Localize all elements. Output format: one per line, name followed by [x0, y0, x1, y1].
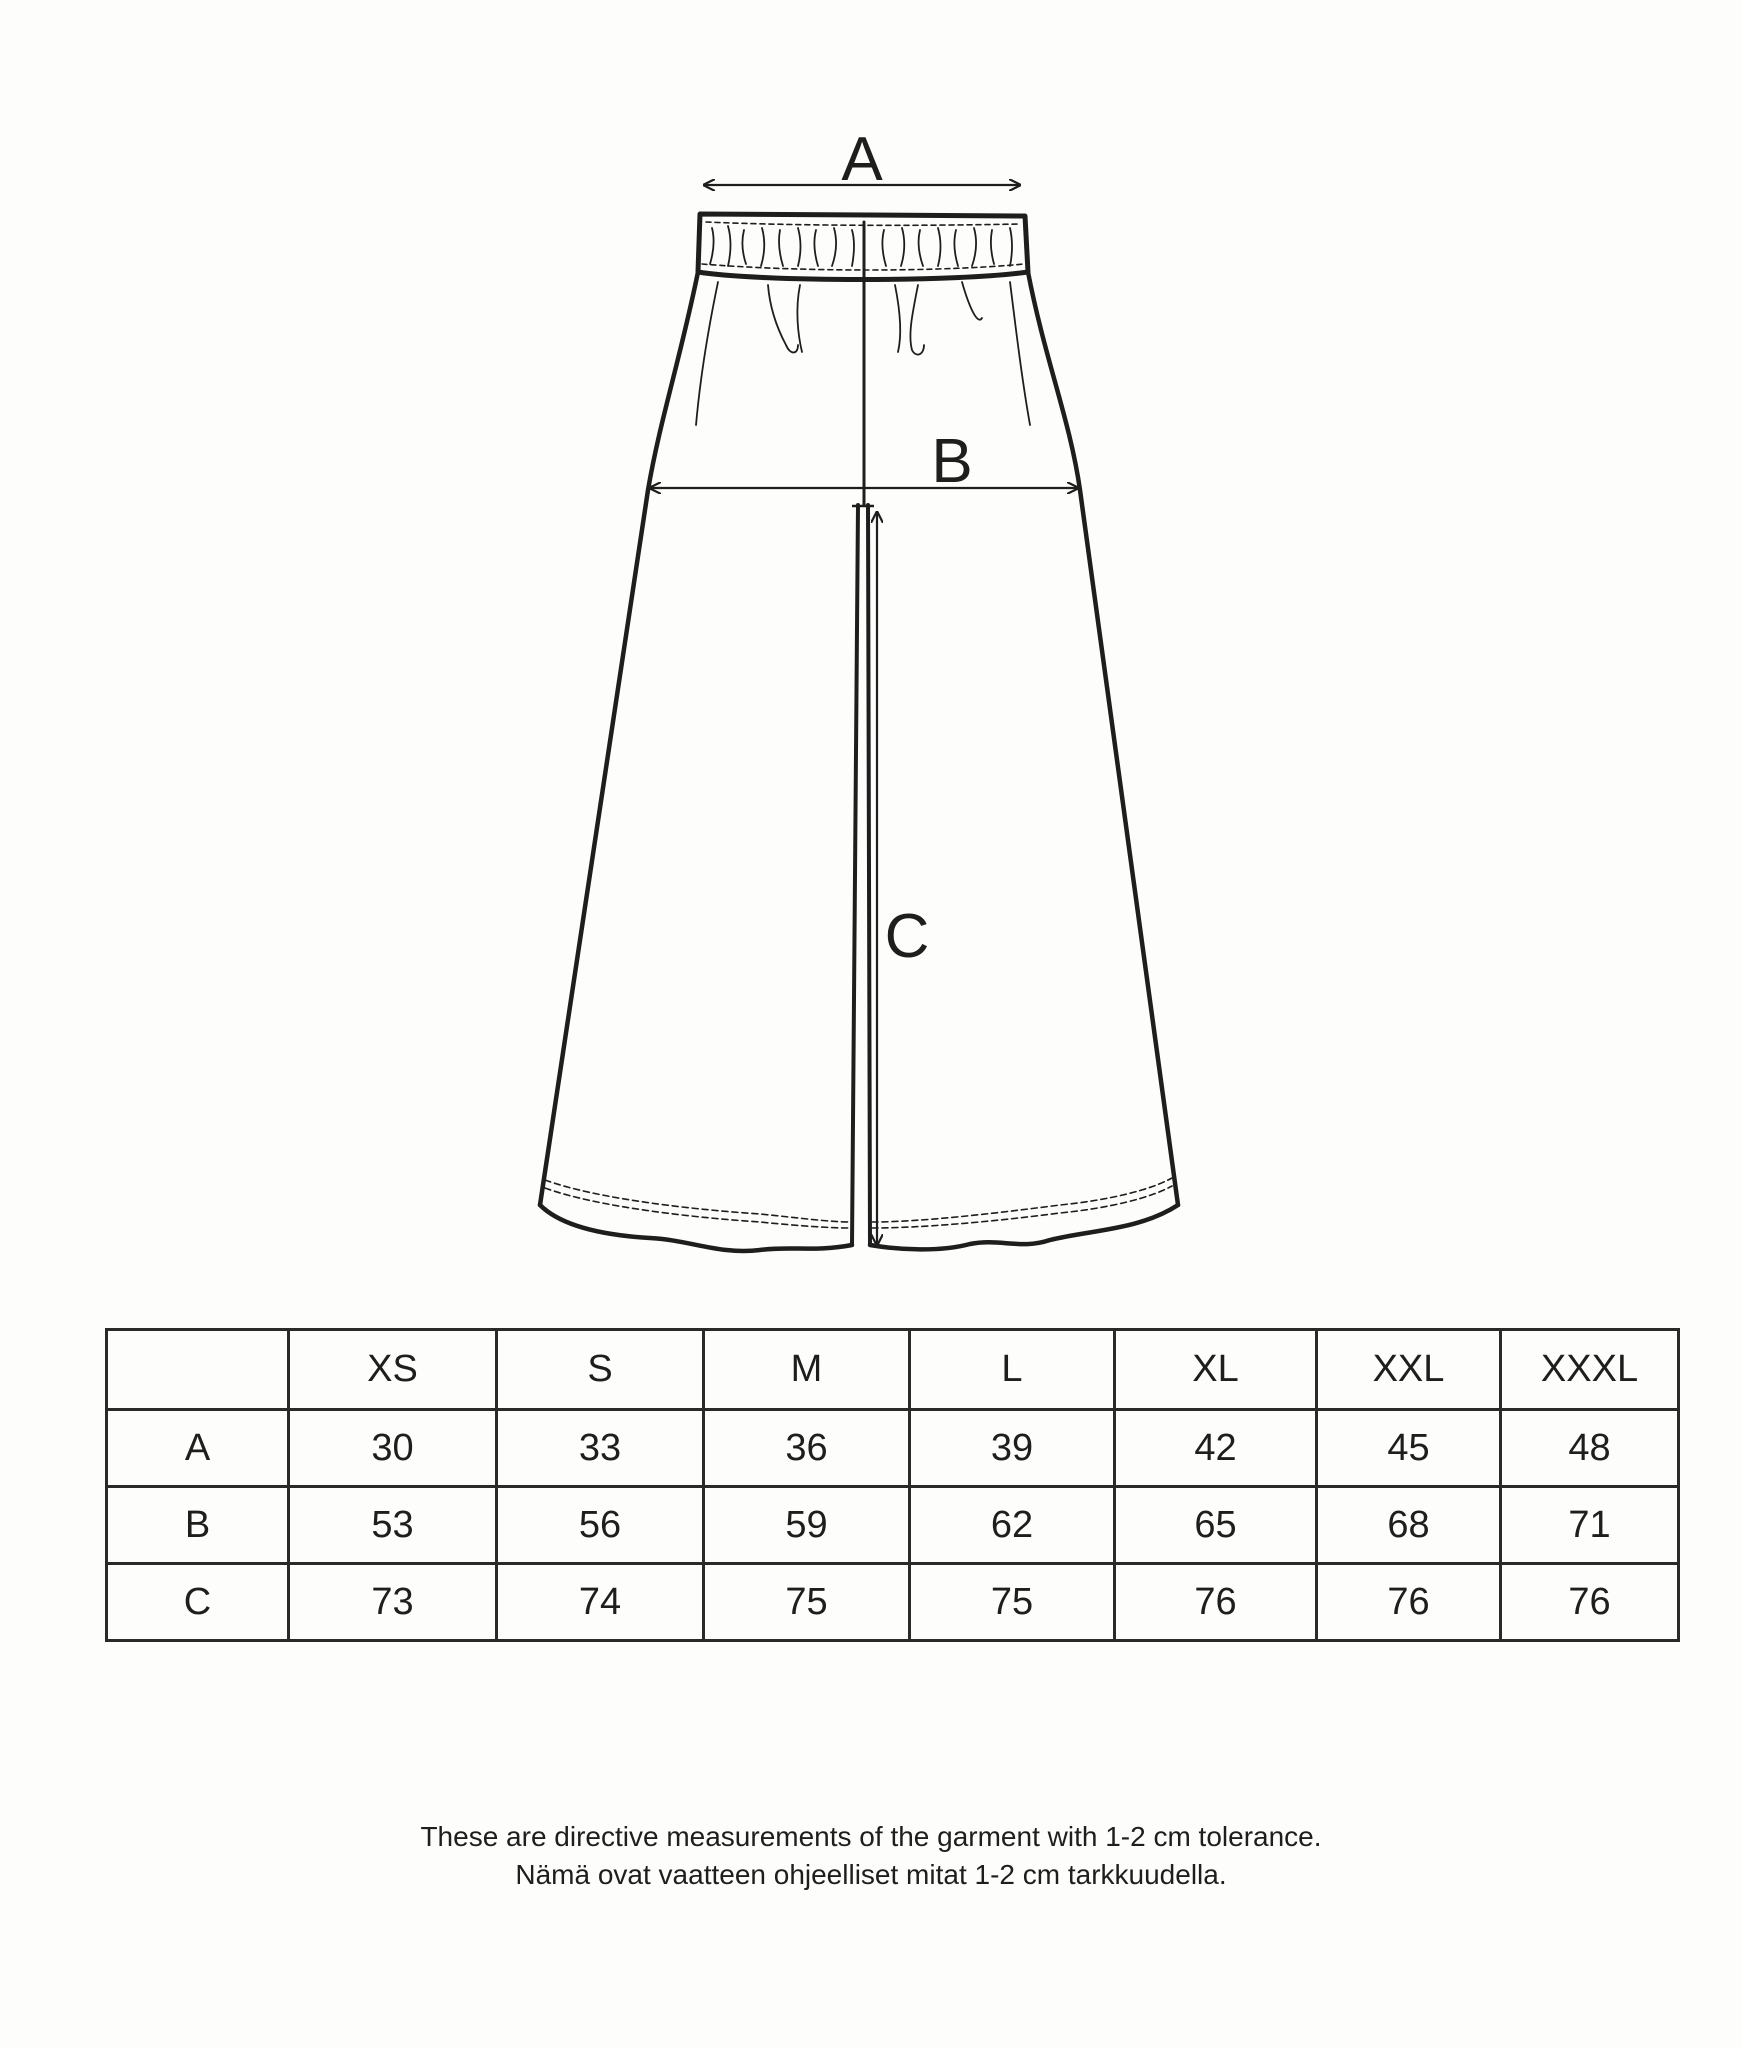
table-cell: 59: [704, 1487, 910, 1564]
table-cell: 76: [1501, 1564, 1679, 1641]
table-cell: 76: [1317, 1564, 1501, 1641]
table-cell: 33: [497, 1410, 704, 1487]
table-cell: 74: [497, 1564, 704, 1641]
waistband-gathers: [710, 226, 1012, 266]
table-cell: 62: [910, 1487, 1115, 1564]
table-cell: 73: [289, 1564, 497, 1641]
table-cell: 53: [289, 1487, 497, 1564]
table-cell: 65: [1115, 1487, 1317, 1564]
table-row-b: [107, 1487, 1679, 1564]
header-cell-s: S: [497, 1330, 704, 1410]
table-cell: 48: [1501, 1410, 1679, 1487]
right-hem-stitch: [872, 1178, 1172, 1222]
row-label: A: [107, 1410, 289, 1487]
table-cell: 39: [910, 1410, 1115, 1487]
table-cell: 36: [704, 1410, 910, 1487]
left-side-seam: [540, 272, 698, 1205]
size-table: [105, 1328, 1680, 1642]
header-cell-xxxl: XXXL: [1501, 1330, 1679, 1410]
header-cell-l: L: [910, 1330, 1115, 1410]
header-cell-xxl: XXL: [1317, 1330, 1501, 1410]
table-cell: 68: [1317, 1487, 1501, 1564]
table-cell: 75: [704, 1564, 910, 1641]
dimension-b-label: B: [931, 427, 973, 496]
left-leg-inseam: [852, 505, 858, 1245]
header-cell-m: M: [704, 1330, 910, 1410]
right-hem-stitch-2: [872, 1186, 1172, 1228]
dimension-a-label: A: [841, 125, 883, 194]
table-cell: 30: [289, 1410, 497, 1487]
table-cell: 56: [497, 1487, 704, 1564]
table-cell: 45: [1317, 1410, 1501, 1487]
left-hem: [540, 1205, 852, 1251]
header-cell-blank: [107, 1330, 289, 1410]
table-row-c: [107, 1564, 1679, 1641]
header-cell-xs: XS: [289, 1330, 497, 1410]
right-side-seam: [1028, 272, 1178, 1205]
note-finnish: Nämä ovat vaatteen ohjeelliset mitat 1-2 cm tarkkuudella.: [515, 1859, 1227, 1890]
left-hem-stitch: [545, 1180, 850, 1222]
table-row-a: [107, 1410, 1679, 1487]
table-cell: 76: [1115, 1564, 1317, 1641]
note-english: These are directive measurements of the garment with 1-2 cm tolerance.: [420, 1821, 1322, 1852]
measurement-notes: [0, 1818, 1742, 1894]
table-cell: 71: [1501, 1487, 1679, 1564]
dimension-c-label: C: [884, 902, 930, 971]
row-label: C: [107, 1564, 289, 1641]
table-cell: 75: [910, 1564, 1115, 1641]
header-cell-xl: XL: [1115, 1330, 1317, 1410]
row-label: B: [107, 1487, 289, 1564]
right-leg-inseam: [868, 505, 870, 1245]
pants-outline: [540, 214, 1178, 1251]
table-header-row: [107, 1330, 1679, 1410]
table-cell: 42: [1115, 1410, 1317, 1487]
